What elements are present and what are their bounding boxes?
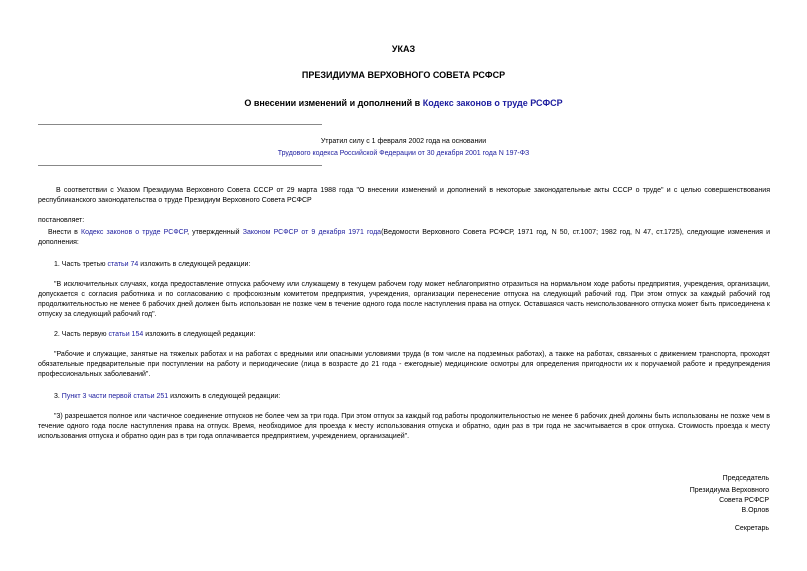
item-1-text-b: изложить в следующей редакции: — [138, 261, 251, 268]
item-1-paragraph — [38, 260, 770, 270]
labor-code-title-link[interactable]: Кодекс законов о труде РСФСР — [422, 98, 563, 108]
item-1-text-a: 1. Часть третью — [54, 261, 108, 268]
intro-text-a: Внести в — [48, 229, 81, 236]
item-2-quote: "Рабочие и служащие, занятые на тяжелых работах и на работах с вредными или опасными условиями труда (в том числе на подземных работах), а также на работах, связанных с движением транспорта, проходят обязательные предварительные при поступлении на работу и периодические (лица в возрасте до 21 года - ежегодные) медицинские осмотры для определения пригодности их к поручаемой работе и предупреждения профессиональных заболеваний". — [38, 351, 770, 378]
item-3-text-a: 3. — [54, 393, 62, 400]
divider-bottom — [38, 165, 322, 166]
lapse-note: Утратил силу с 1 февраля 2002 года на основании — [320, 138, 487, 145]
intro-text-b: , утвержденный — [187, 229, 243, 236]
signature-secretary: Секретарь — [734, 525, 769, 532]
item-3-text-b: изложить в следующей редакции: — [168, 393, 281, 400]
labor-code-2001-link[interactable]: Трудового кодекса Российской Федерации от 30 декабря 2001 года N 197-ФЗ — [277, 150, 530, 157]
item-1-quote: "В исключительных случаях, когда предоставление отпуска рабочему или служащему в текущем рабочем году может неблагоприятно отразиться на нормальном ходе работы предприятия, учреждения, организации, допускается с согласия работника и по согласованию с профсоюзным комитетом предприятия, учреждения, организации перенесение отпуска на следующий рабочий год. При этом отпуск за каждый рабочий год продолжительностью не менее 6 рабочих дней должен быть использован не позже чем в течение одного года после наступления права на отпуск. Оставшаяся часть неиспользованного отпуска может быть присоединена к отпуску за следующий рабочий год". — [38, 281, 770, 318]
law-1971-link[interactable]: Законом РСФСР от 9 декабря 1971 года — [242, 229, 382, 236]
article-74-link[interactable]: статьи 74 — [107, 261, 139, 268]
issuing-body-heading: ПРЕЗИДИУМА ВЕРХОВНОГО СОВЕТА РСФСР — [301, 70, 506, 80]
signature-name: В.Орлов — [741, 507, 769, 514]
signature-chairman: Председатель — [722, 475, 769, 482]
amendment-intro-paragraph — [38, 228, 770, 248]
item-3-paragraph — [38, 392, 770, 402]
article-154-link[interactable]: статьи 154 — [108, 331, 144, 338]
subject-prefix: О внесении изменений и дополнений в — [244, 98, 423, 108]
resolves-paragraph: постановляет: — [38, 217, 85, 224]
lapse-note-link-line — [0, 150, 807, 157]
preamble-paragraph: В соответствии с Указом Президиума Верховного Совета СССР от 29 марта 1988 года "О внесении изменений и дополнений в некоторые законодательные акты СССР о труде" и с целью совершенствования республиканского законодательства о труде Президиум Верховного Совета РСФСР — [38, 187, 770, 204]
item-2-text-a: 2. Часть первую — [54, 331, 109, 338]
decree-heading: УКАЗ — [391, 44, 416, 54]
labor-code-link[interactable]: Кодекс законов о труде РСФСР — [81, 229, 188, 236]
intro-text-c: (Ведомости Верховного Совета РСФСР, 1971 год, N 50, ст.1007; 1982 год, N 47, ст.1725), следующие изменения и дополнения: — [38, 229, 770, 246]
item-3-quote: "3) разрешается полное или частичное соединение отпусков не более чем за три года. При этом отпуск за каждый год работы продолжительностью не менее 6 рабочих дней должны быть использованы не позже чем в течение одного года после наступления права на отпуск. Время, необходимое для проезда к месту использования отпуска и обратно, один раз в три года не засчитывается в срок отпуска. Стоимость проезда к месту использования отпуска и обратно один раз в три года оплачивается предприятием, учреждением, организацией". — [38, 413, 770, 440]
divider-top — [38, 124, 322, 125]
signature-presidium: Президиума Верховного — [689, 487, 769, 494]
signature-council: Совета РСФСР — [719, 497, 769, 504]
article-251-link[interactable]: Пункт 3 части первой статьи 251 — [61, 393, 169, 400]
decree-subject-heading — [0, 98, 807, 108]
item-2-paragraph — [38, 330, 770, 340]
item-2-text-b: изложить в следующей редакции: — [143, 331, 256, 338]
